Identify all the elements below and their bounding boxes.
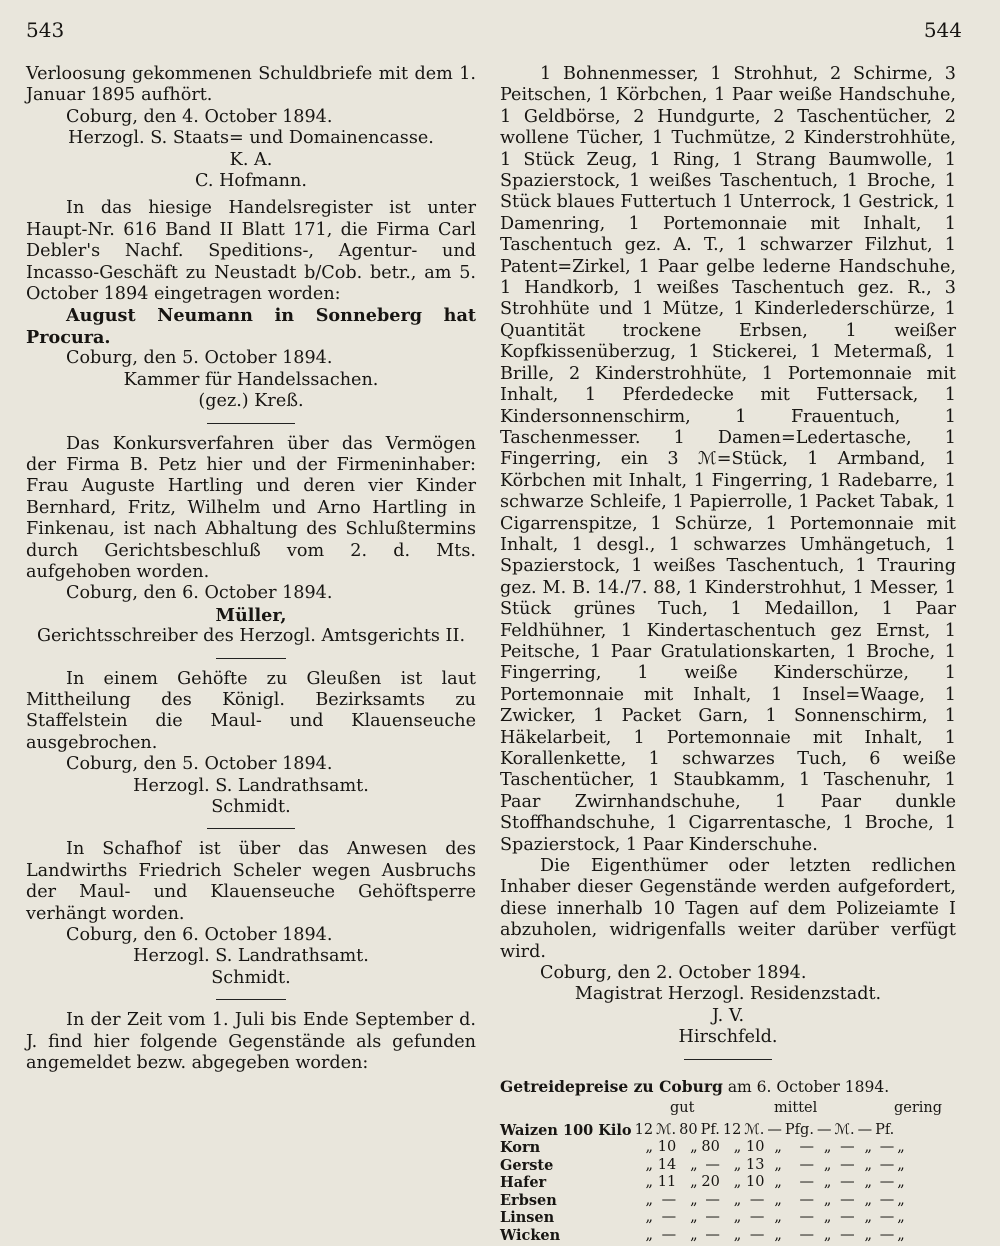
grain-value-cell: ℳ. bbox=[656, 1121, 677, 1138]
grain-value-cell: 13 bbox=[745, 1156, 765, 1173]
notice-2-text: In das hiesige Handelsregister ist unter Haupt-Nr. 616 Band II Blatt 171, die Firma Carl Debler's Nachf. Speditions-, Agentur- und Incasso-Geschäft zu Neustadt b/Cob. betr., am 5. October 1894 eingetragen worden: bbox=[26, 198, 476, 305]
grain-value-cell: — bbox=[857, 1121, 873, 1138]
grain-value-cell: „ bbox=[864, 1191, 873, 1208]
grain-value-cell: — bbox=[799, 1156, 814, 1173]
grain-value-cell: 14 bbox=[657, 1156, 677, 1173]
grain-value-cell: „ bbox=[690, 1139, 698, 1155]
found-items-call: Die Eigenthümer oder letzten redlichen Inhaber dieser Gegenstände werden aufgefordert, diese innerhalb 10 Tagen auf dem Polizeiamte I abzuholen, widrigenfalls weiter darüber verfügt wird. bbox=[500, 856, 956, 962]
grain-value-cell: „ bbox=[823, 1139, 832, 1155]
grain-value-cell: 10 bbox=[745, 1174, 765, 1190]
notice-4-date: Coburg, den 5. October 1894. bbox=[66, 754, 333, 775]
grain-price-row bbox=[500, 1139, 908, 1157]
found-items-office: Magistrat Herzogl. Residenzstadt. bbox=[574, 984, 882, 1005]
grain-value-cell: „ bbox=[864, 1156, 873, 1173]
grain-value-cell: „ bbox=[823, 1156, 832, 1173]
grain-value-cell: „ bbox=[690, 1191, 698, 1208]
notice-3-date: Coburg, den 6. October 1894. bbox=[66, 583, 333, 604]
grain-value-cell: „ bbox=[897, 1226, 905, 1243]
grain-value-cell: — bbox=[767, 1121, 782, 1138]
grain-value-cell: — bbox=[749, 1226, 765, 1243]
grain-value-cell: Pf. bbox=[700, 1121, 720, 1138]
grain-value-cell: — bbox=[840, 1174, 855, 1190]
grain-value-cell: — bbox=[879, 1209, 895, 1225]
grain-value-cell: — bbox=[749, 1209, 765, 1225]
notice-1-text: Verloosung gekommenen Schuldbriefe mit dem 1. Januar 1895 aufhört. bbox=[26, 64, 476, 106]
grain-value-cell: „ bbox=[823, 1191, 832, 1208]
grain-value-cell: — bbox=[816, 1121, 832, 1138]
notice-2-signer: (gez.) Kreß. bbox=[198, 391, 304, 412]
grain-value-cell: „ bbox=[733, 1156, 742, 1173]
grain-value-cell: 12 bbox=[634, 1121, 654, 1138]
notice-2-date: Coburg, den 5. October 1894. bbox=[66, 348, 333, 369]
grain-value-cell: — bbox=[840, 1156, 855, 1173]
found-items-list: 1 Bohnenmesser, 1 Strohhut, 2 Schirme, 3 Peitschen, 1 Körbchen, 1 Paar weiße Handschuhe, 1 Geldbörse, 2 Hundgurte, 2 Taschentücher, 2 wollene Tücher, 1 Tuchmütze, 2 Kinderstrohhüte, 1 Stück Zeug, 1 Ring, 1 Strang Baumwolle, 1 Spazierstock, 1 weißes Taschentuch, 1 Broche, 1 Stück blaues Futtertuch 1 Unterrock, 1 Gestrick, 1 Damenring, 1 Portemonnaie mit Inhalt, 1 Taschentuch gez. A. T., 1 schwarzer Filzhut, 1 Patent=Zirkel, 1 Paar gelbe lederne Handschuhe, 1 Handkorb, 1 weißes Taschentuch gez. R., 3 Strohhüte und 1 Mütze, 1 Kinderlederschürze, 1 Quantität trockene Erbsen, 1 weißer Kopfkissenüberzug, 1 Stickerei, 1 Metermaß, 1 Brille, 2 Kinderstrohhüte, 1 Portemonnaie mit Inhalt, 1 Pferdedecke mit Futtersack, 1 Kindersonnenschirm, 1 Frauentuch, 1 Taschenmesser. 1 Damen=Ledertasche, 1 Fingerring, ein 3 ℳ=Stück, 1 Armband, 1 Körbchen mit Inhalt, 1 Fingerring, 1 Radebarre, 1 schwarze Schleife, 1 Papierrolle, 1 Packet Tabak, 1 Cigarrenspitze, 1 Schürze, 1 Portemonnaie mit Inhalt, 1 desgl., 1 schwarzes Umhängetuch, 1 Spazierstock, 1 weißes Taschentuch, 1 Trauring gez. M. B. 14./7. 88, 1 Kinderstrohhut, 1 Messer, 1 Stück grünes Tuch, 1 Medaillon, 1 Paar Feldhühner, 1 Kindertaschentuch gez Ernst, 1 Peitsche, 1 Paar Gratulationskarten, 1 Broche, 1 Fingerring, 1 weiße Kinderschürze, 1 Portemonnaie mit Inhalt, 1 Insel=Waage, 1 Zwicker, 1 Packet Garn, 1 Sonnenschirm, 1 Häkelarbeit, 1 Portemonnaie mit Inhalt, 1 Korallenkette, 1 schwarzes Tuch, 6 weiße Taschentücher, 1 Staubkamm, 1 Taschenuhr, 1 Paar Zwirnhandschuhe, 1 Paar dunkle Stoffhandschuhe, 1 Cigarrentasche, 1 Broche, 1 Spazierstock, 1 Paar Kinderschuhe. bbox=[500, 64, 956, 855]
grain-value-cell: — bbox=[840, 1226, 855, 1243]
grain-name-cell: Linsen bbox=[500, 1209, 555, 1226]
grain-value-cell: „ bbox=[645, 1174, 654, 1190]
notice-1-date: Coburg, den 4. October 1894. bbox=[66, 106, 333, 127]
grain-value-cell: — bbox=[661, 1209, 677, 1225]
grain-value-cell: „ bbox=[823, 1226, 832, 1243]
found-items-signer: Hirschfeld. bbox=[678, 1027, 778, 1048]
grain-value-cell: „ bbox=[645, 1209, 654, 1225]
grain-value-cell: 10 bbox=[745, 1139, 765, 1155]
grain-value-cell: — bbox=[879, 1226, 895, 1243]
grain-value-cell: — bbox=[840, 1139, 855, 1155]
grain-name-cell: Korn bbox=[500, 1139, 541, 1156]
grain-value-cell: „ bbox=[897, 1191, 905, 1208]
grain-value-cell: „ bbox=[774, 1226, 782, 1243]
grain-value-cell: „ bbox=[690, 1156, 698, 1173]
page-number-right: 544 bbox=[923, 18, 962, 42]
grain-value-cell: ℳ. bbox=[744, 1121, 765, 1138]
col-mittel: mittel bbox=[774, 1100, 818, 1117]
grain-value-cell: — bbox=[799, 1209, 814, 1225]
grain-value-cell: — bbox=[661, 1226, 677, 1243]
notice-5-date: Coburg, den 6. October 1894. bbox=[66, 925, 333, 946]
grain-value-cell: — bbox=[879, 1156, 895, 1173]
grain-price-row bbox=[500, 1209, 908, 1227]
grain-value-cell: „ bbox=[733, 1174, 742, 1190]
grain-value-cell: „ bbox=[864, 1209, 873, 1225]
separator-rule bbox=[216, 658, 286, 659]
grain-price-row bbox=[500, 1227, 908, 1245]
grain-value-cell: „ bbox=[774, 1191, 782, 1208]
grain-value-cell: „ bbox=[774, 1174, 782, 1190]
grain-value-cell: „ bbox=[864, 1174, 873, 1190]
grain-value-cell: — bbox=[705, 1209, 720, 1225]
grain-prices-heading bbox=[500, 1076, 956, 1098]
col-gering: gering bbox=[894, 1100, 943, 1117]
grain-prices-table bbox=[500, 1122, 908, 1245]
grain-value-cell: — bbox=[879, 1174, 895, 1190]
separator-rule bbox=[684, 1059, 772, 1060]
grain-value-cell: — bbox=[799, 1191, 814, 1208]
notice-2-entry: August Neumann in Sonneberg hat Procura. bbox=[26, 305, 476, 348]
grain-value-cell: „ bbox=[645, 1139, 654, 1155]
grain-value-cell: Pf. bbox=[875, 1121, 895, 1138]
grain-value-cell: — bbox=[879, 1139, 895, 1155]
grain-name-cell: Erbsen bbox=[500, 1191, 557, 1209]
grain-value-cell: 10 bbox=[657, 1139, 677, 1155]
separator-rule bbox=[207, 828, 295, 829]
grain-value-cell: „ bbox=[690, 1226, 698, 1243]
grain-value-cell: — bbox=[799, 1174, 814, 1190]
grain-value-cell: — bbox=[705, 1191, 720, 1208]
notice-5-signer: Schmidt. bbox=[211, 967, 291, 988]
grain-value-cell: „ bbox=[864, 1226, 873, 1243]
grain-value-cell: 12 bbox=[722, 1121, 742, 1138]
grain-value-cell: 80 bbox=[701, 1139, 720, 1155]
grain-value-cell: „ bbox=[733, 1209, 742, 1225]
grain-value-cell: ℳ. bbox=[834, 1121, 855, 1138]
notice-6-text: In der Zeit vom 1. Juli bis Ende September d. J. find hier folgende Gegenstände als gefunden angemeldet bezw. abgegeben worden: bbox=[26, 1010, 476, 1074]
grain-value-cell: „ bbox=[645, 1156, 654, 1173]
grain-value-cell: — bbox=[705, 1156, 720, 1173]
grain-price-row bbox=[500, 1174, 908, 1192]
grain-value-cell: — bbox=[799, 1226, 814, 1243]
notice-1-initials: K. A. bbox=[229, 149, 273, 170]
grain-value-cell: „ bbox=[864, 1139, 873, 1155]
notice-2-office: Kammer für Handelssachen. bbox=[123, 369, 379, 390]
notice-1-office: Herzogl. S. Staats= und Domainencasse. bbox=[68, 128, 434, 149]
grain-value-cell: „ bbox=[897, 1174, 905, 1190]
left-column bbox=[26, 64, 476, 1074]
grain-prices-date: am 6. October 1894. bbox=[727, 1077, 890, 1096]
right-column bbox=[500, 64, 956, 1244]
grain-name-cell: Wicken bbox=[500, 1226, 561, 1244]
grain-value-cell: „ bbox=[823, 1209, 832, 1225]
grain-value-cell: „ bbox=[645, 1191, 654, 1208]
grain-value-cell: Pfg. bbox=[784, 1121, 814, 1138]
notice-4-text: In einem Gehöfte zu Gleußen ist laut Mittheilung des Königl. Bezirksamts zu Staffelstein die Maul- und Klauenseuche ausgebrochen. bbox=[26, 668, 476, 753]
grain-name-cell: Hafer bbox=[500, 1174, 547, 1191]
grain-value-cell: „ bbox=[823, 1174, 832, 1190]
notice-3-office: Gerichtsschreiber des Herzogl. Amtsgerichts II. bbox=[36, 626, 466, 647]
notice-5-office: Herzogl. S. Landrathsamt. bbox=[133, 946, 369, 967]
grain-value-cell: „ bbox=[774, 1156, 782, 1173]
grain-value-cell: „ bbox=[897, 1209, 905, 1225]
grain-value-cell: „ bbox=[690, 1174, 698, 1190]
grain-value-cell: „ bbox=[897, 1139, 905, 1155]
notice-3-text: Das Konkursverfahren über das Vermögen der Firma B. Petz hier und der Firmeninhaber: Frau Auguste Hartling und deren vier Kinder Bernhard, Fritz, Wilhelm und Arno Hartling in Finkenau, ist nach Abhaltung des Schlußtermins durch Gerichtsbeschluß vom 2. d. Mts. aufgehoben worden. bbox=[26, 433, 476, 582]
grain-value-cell: „ bbox=[897, 1156, 905, 1173]
grain-value-cell: „ bbox=[733, 1191, 742, 1208]
grain-value-cell: „ bbox=[645, 1226, 654, 1243]
grain-value-cell: — bbox=[749, 1191, 765, 1208]
grain-price-row bbox=[500, 1192, 908, 1210]
notice-4-signer: Schmidt. bbox=[211, 797, 291, 817]
page-number-left: 543 bbox=[26, 18, 65, 42]
separator-rule bbox=[216, 999, 286, 1000]
separator-rule bbox=[207, 423, 295, 424]
grain-prices-column-headers bbox=[670, 1098, 956, 1119]
grain-prices-title: Getreidepreise zu Coburg bbox=[500, 1076, 723, 1096]
grain-value-cell: 20 bbox=[701, 1174, 720, 1190]
col-gut: gut bbox=[670, 1100, 695, 1117]
notice-5-text: In Schafhof ist über das Anwesen des Landwirths Friedrich Scheler wegen Ausbruchs der Maul- und Klauenseuche Gehöftsperre verhängt worden. bbox=[26, 839, 476, 924]
notice-1-signer: C. Hofmann. bbox=[195, 171, 307, 192]
grain-value-cell: „ bbox=[733, 1139, 742, 1155]
found-items-date: Coburg, den 2. October 1894. bbox=[540, 963, 807, 984]
found-items-initials: J. V. bbox=[711, 1005, 745, 1026]
grain-name-cell: Waizen 100 Kilo bbox=[500, 1121, 632, 1139]
notice-3-signer: Müller, bbox=[215, 604, 287, 626]
notice-4-office: Herzogl. S. Landrathsamt. bbox=[133, 775, 369, 796]
grain-value-cell: — bbox=[840, 1191, 855, 1208]
grain-value-cell: — bbox=[799, 1139, 814, 1155]
grain-value-cell: 80 bbox=[679, 1121, 698, 1138]
grain-value-cell: 11 bbox=[657, 1174, 677, 1190]
grain-price-row bbox=[500, 1157, 908, 1175]
grain-price-row bbox=[500, 1122, 908, 1140]
grain-value-cell: — bbox=[705, 1226, 720, 1243]
grain-name-cell: Gerste bbox=[500, 1156, 554, 1174]
grain-value-cell: „ bbox=[690, 1209, 698, 1225]
grain-value-cell: — bbox=[840, 1209, 855, 1225]
grain-value-cell: „ bbox=[774, 1209, 782, 1225]
grain-value-cell: „ bbox=[774, 1139, 782, 1155]
grain-value-cell: — bbox=[879, 1191, 895, 1208]
grain-value-cell: „ bbox=[733, 1226, 742, 1243]
grain-value-cell: — bbox=[661, 1191, 677, 1208]
